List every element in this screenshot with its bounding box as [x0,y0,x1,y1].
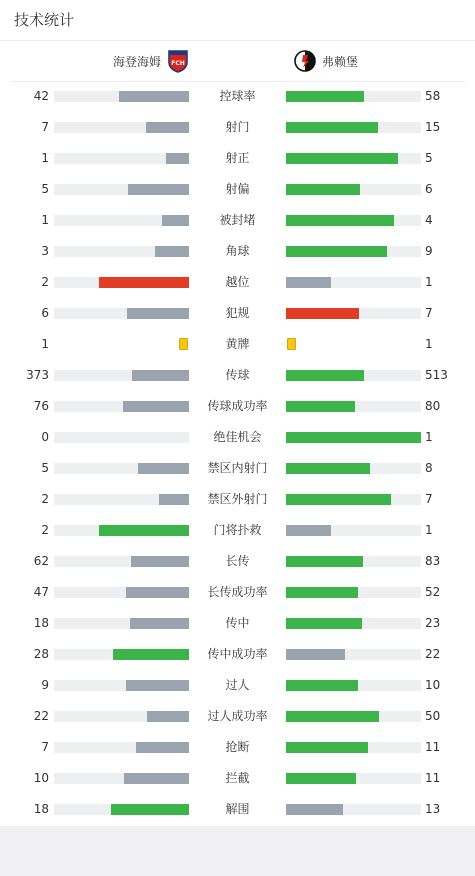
away-value: 15 [425,120,441,134]
home-bar-track [54,773,189,784]
away-value: 11 [425,771,441,785]
away-bar [286,277,331,288]
stat-row [0,546,475,577]
home-bar-track [54,804,189,815]
stat-label: 越位 [225,275,250,289]
home-bar [131,556,189,567]
home-value: 5 [41,182,49,196]
away-bar-track [286,618,421,629]
away-bar [286,680,358,691]
stat-label: 传中 [225,616,250,630]
away-bar-track [286,742,421,753]
away-bar-track [286,587,421,598]
away-value: 83 [425,554,441,568]
away-bar-track [286,773,421,784]
away-value: 10 [425,678,441,692]
away-value: 11 [425,740,441,754]
stat-row [0,484,475,515]
away-team-logo [294,49,316,73]
home-bar-track [54,711,189,722]
away-bar-track [286,277,421,288]
home-team [113,48,189,74]
home-bar [136,742,189,753]
home-value: 42 [33,89,49,103]
stat-row [0,236,475,267]
stat-row [0,81,475,112]
away-value: 7 [425,306,433,320]
stat-row [0,298,475,329]
stat-row [0,143,475,174]
stat-label: 传中成功率 [207,647,268,661]
away-bar [286,308,359,319]
home-bar-track [54,556,189,567]
away-value: 13 [425,802,441,816]
stat-label: 拦截 [225,771,250,785]
home-bar [166,153,189,164]
away-bar-track [286,401,421,412]
home-value: 47 [33,585,49,599]
home-bar [126,680,189,691]
away-bar-track [286,308,421,319]
home-bar-track [54,184,189,195]
home-logo-text: FCH [171,60,185,67]
home-bar [132,370,189,381]
stat-row [0,360,475,391]
away-bar [286,804,343,815]
home-bar [159,494,189,505]
home-team-logo [167,49,189,73]
stat-label: 被封堵 [219,213,256,227]
home-bar [146,122,189,133]
stat-label: 过人 [225,678,250,692]
away-value: 4 [425,213,433,227]
home-value: 9 [41,678,49,692]
away-value: 8 [425,461,433,475]
stat-label: 传球成功率 [207,399,268,413]
away-bar [286,370,364,381]
away-bar-track [286,246,421,257]
away-bar-track [286,525,421,536]
home-bar-track [54,463,189,474]
away-value: 58 [425,89,441,103]
stat-label: 门将扑救 [213,523,262,537]
home-value: 1 [41,151,49,165]
home-bar-track [54,494,189,505]
away-bar [286,122,378,133]
away-value: 1 [425,275,433,289]
away-bar [286,649,345,660]
stat-row [0,763,475,794]
home-bar-track [54,153,189,164]
away-bar [286,556,363,567]
yellow-card-icon [179,338,188,350]
home-bar-track [54,91,189,102]
home-bar-track [54,680,189,691]
stat-label: 传球 [225,368,250,382]
home-bar-track [54,742,189,753]
away-bar [286,742,368,753]
home-bar-track [54,525,189,536]
home-bar [162,215,189,226]
yellow-card-icon [287,338,296,350]
away-value: 80 [425,399,441,413]
away-bar-track [286,215,421,226]
stat-label: 射门 [225,120,250,134]
away-value: 1 [425,523,433,537]
stat-label: 长传成功率 [207,585,268,599]
stat-label: 解围 [225,802,250,816]
stats-list [0,81,475,825]
away-bar-track [286,122,421,133]
away-bar-track [286,649,421,660]
home-value: 28 [33,647,49,661]
away-bar-track [286,153,421,164]
away-value: 513 [425,368,448,382]
stat-label: 禁区外射门 [207,492,268,506]
home-bar-track [54,122,189,133]
stat-label: 角球 [225,244,250,258]
home-value: 18 [33,802,49,816]
home-bar [123,401,189,412]
away-value: 9 [425,244,433,258]
away-value: 1 [425,430,433,444]
home-value: 6 [41,306,49,320]
stat-row [0,205,475,236]
away-bar [286,246,387,257]
home-bar-track [54,618,189,629]
home-bar [124,773,189,784]
away-bar [286,463,370,474]
away-team-name: 弗赖堡 [322,54,359,69]
away-bar [286,587,358,598]
title-divider [0,40,475,41]
away-bar [286,153,398,164]
away-bar [286,525,331,536]
away-bar-track [286,370,421,381]
stat-row [0,794,475,825]
away-bar [286,91,364,102]
stat-row [0,639,475,670]
home-bar-track [54,587,189,598]
stat-label: 犯规 [225,306,250,320]
away-bar-track [286,680,421,691]
home-bar-track [54,246,189,257]
stat-label: 射偏 [225,182,250,196]
home-value: 1 [41,213,49,227]
away-value: 6 [425,182,433,196]
away-bar [286,773,356,784]
stat-row [0,701,475,732]
stat-row [0,391,475,422]
home-bar [138,463,189,474]
home-bar [99,525,189,536]
home-bar [119,91,189,102]
stat-row [0,453,475,484]
away-bar-track [286,494,421,505]
stat-row [0,174,475,205]
stat-row [0,608,475,639]
home-value: 0 [41,430,49,444]
page-title: 技术统计 [14,11,75,29]
stat-row [0,329,475,360]
away-value: 52 [425,585,441,599]
home-value: 2 [41,523,49,537]
away-bar-track [286,91,421,102]
away-bar [286,184,360,195]
stat-label: 绝佳机会 [213,430,262,444]
home-bar [127,308,189,319]
away-bar-track [286,184,421,195]
stat-label: 射正 [225,151,250,165]
home-value: 5 [41,461,49,475]
stat-label: 过人成功率 [207,709,268,723]
home-team-name: 海登海姆 [112,54,161,69]
stat-row [0,422,475,453]
home-value: 22 [33,709,49,723]
away-bar-track [286,804,421,815]
away-bar [286,618,362,629]
away-bar-track [286,711,421,722]
home-bar-track [54,649,189,660]
away-bar [286,711,379,722]
home-bar [111,804,189,815]
away-bar [286,401,355,412]
away-value: 5 [425,151,433,165]
home-bar-track [54,277,189,288]
stat-label: 长传 [225,554,250,568]
home-value: 373 [26,368,49,382]
stat-row [0,732,475,763]
away-bar-track [286,463,421,474]
stat-row [0,515,475,546]
home-bar-track [54,401,189,412]
home-bar [130,618,189,629]
home-bar [155,246,189,257]
home-value: 62 [33,554,49,568]
home-bar [99,277,189,288]
away-value: 23 [425,616,441,630]
home-bar-track [54,432,189,443]
stat-row [0,112,475,143]
away-bar [286,215,394,226]
away-bar [286,432,421,443]
home-bar [128,184,189,195]
home-bar-track [54,308,189,319]
away-bar-track [286,556,421,567]
away-value: 22 [425,647,441,661]
stat-row [0,577,475,608]
away-value: 1 [425,337,433,351]
home-value: 3 [41,244,49,258]
home-bar-track [54,215,189,226]
home-value: 18 [33,616,49,630]
home-value: 76 [33,399,49,413]
stat-row [0,267,475,298]
away-bar [286,494,391,505]
away-value: 7 [425,492,433,506]
stat-label: 抢断 [225,740,250,754]
home-bar [113,649,189,660]
stat-label: 黄牌 [225,337,250,351]
home-value: 10 [33,771,49,785]
home-value: 1 [41,337,49,351]
away-bar-track [286,432,421,443]
away-team [294,48,358,74]
home-bar-track [54,370,189,381]
stat-label: 控球率 [219,89,256,103]
home-bar [147,711,189,722]
home-value: 2 [41,275,49,289]
home-value: 7 [41,740,49,754]
away-value: 50 [425,709,441,723]
home-value: 2 [41,492,49,506]
stat-label: 禁区内射门 [207,461,268,475]
stat-row [0,670,475,701]
home-value: 7 [41,120,49,134]
home-bar [126,587,189,598]
